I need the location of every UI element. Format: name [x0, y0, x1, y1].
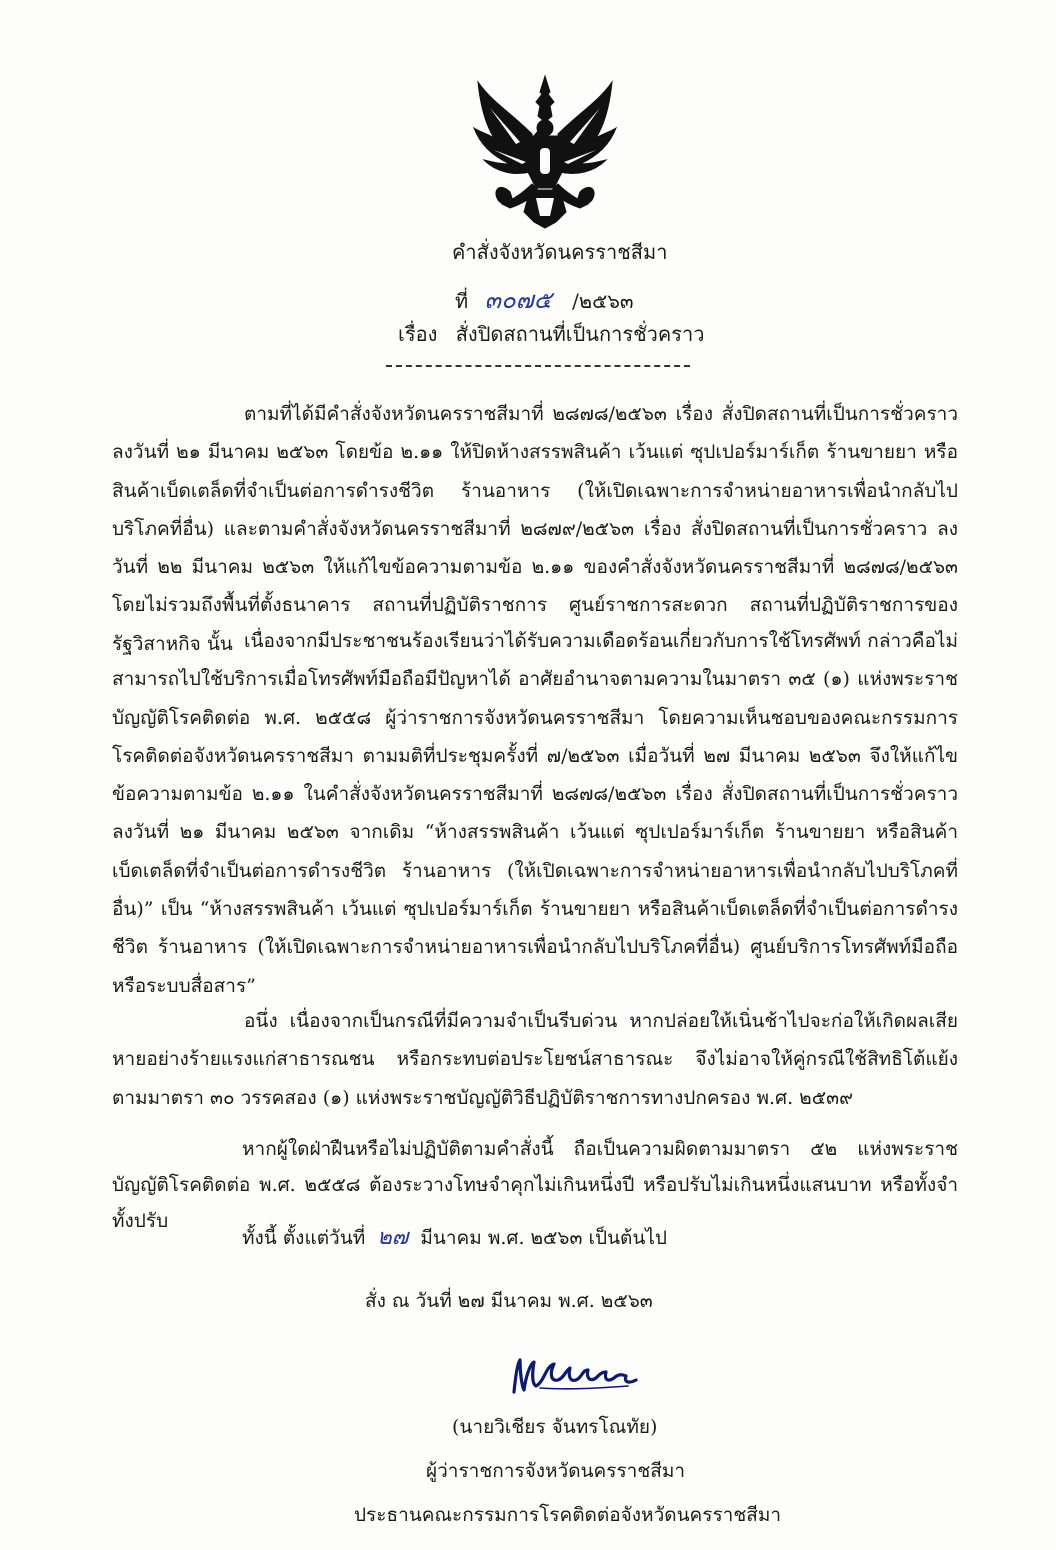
signatory-position-2: ประธานคณะกรรมการโรคติดต่อจังหวัดนครราชสีมา	[354, 1504, 782, 1526]
body-paragraph-4: หากผู้ใดฝ่าฝืนหรือไม่ปฏิบัติตามคำสั่งนี้ ถือเป็นความผิดตามมาตรา ๕๒ แห่งพระราชบัญญัติโรคติดต่อ พ.ศ. ๒๕๕๘ ต้องระวางโทษจำคุกไม่เกินหนึ่งปี หรือปรับไม่เกินหนึ่งแสนบาท หรือทั้งจำทั้งปรับ	[112, 1138, 958, 1232]
body-paragraph-2: เนื่องจากมีประชาชนร้องเรียนว่าได้รับความเดือดร้อนเกี่ยวกับการใช้โทรศัพท์ กล่าวคือไม่สามารถไปใช้บริการเมื่อโทรศัพท์มือถือมีปัญหาได้ อาศัยอำนาจตามความในมาตรา ๓๕ (๑) แห่งพระราชบัญญัติโรคติดต่อ พ.ศ. ๒๕๕๘ ผู้ว่าราชการจังหวัดนครราชสีมา โดยความเห็นชอบของคณะกรรมการโรคติดต่อจังหวัดนครราชสีมา ตามมติที่ประชุมครั้งที่ ๗/๒๕๖๓ เมื่อวันที่ ๒๗ มีนาคม ๒๕๖๓ จึงให้แก้ไขข้อความตามข้อ ๒.๑๑ ในคำสั่งจังหวัดนครราชสีมาที่ ๒๘๗๘/๒๕๖๓ เรื่อง สั่งปิดสถานที่เป็นการชั่วคราว ลงวันที่ ๒๑ มีนาคม ๒๕๖๓ จากเดิม “ห้างสรรพสินค้า เว้นแต่ ซุปเปอร์มาร์เก็ต ร้านขายยา หรือสินค้าเบ็ดเตล็ดที่จำเป็นต่อการดำรงชีวิต ร้านอาหาร (ให้เปิดเฉพาะการจำหน่ายอาหารเพื่อนำกลับไปบริโภคที่อื่น)” เป็น “ห้างสรรพสินค้า เว้นแต่ ซุปเปอร์มาร์เก็ต ร้านขายยา หรือสินค้าเบ็ดเตล็ดที่จำเป็นต่อการดำรงชีวิต ร้านอาหาร (ให้เปิดเฉพาะการจำหน่ายอาหารเพื่อนำกลับไปบริโภคที่อื่น) ศูนย์บริการโทรศัพท์มือถือ หรือระบบสื่อสาร”	[112, 630, 958, 997]
signatory-name: (นายวิเชียร จันทรโณทัย)	[452, 1416, 658, 1438]
body-paragraph-3: อนึ่ง เนื่องจากเป็นกรณีที่มีความจำเป็นรีบด่วน หากปล่อยให้เนิ่นช้าไปจะก่อให้เกิดผลเสียหายอย่างร้ายแรงแก่สาธารณชน หรือกระทบต่อประโยชน์สาธารณะ จึงไม่อาจให้คู่กรณีใช้สิทธิโต้แย้ง ตามมาตรา ๓๐ วรรคสอง (๑) แห่งพระราชบัญญัติวิธีปฏิบัติราชการทางปกครอง พ.ศ. ๒๕๓๙	[112, 1010, 958, 1109]
signature	[510, 1352, 640, 1400]
order-number-handwritten: ๓๐๗๕	[484, 286, 552, 314]
body-paragraph-1: ตามที่ได้มีคำสั่งจังหวัดนครราชสีมาที่ ๒๘๗๘/๒๕๖๓ เรื่อง สั่งปิดสถานที่เป็นการชั่วคราว ลงวันที่ ๒๑ มีนาคม ๒๕๖๓ โดยข้อ ๒.๑๑ ให้ปิดห้างสรรพสินค้า เว้นแต่ ซุปเปอร์มาร์เก็ต ร้านขายยา หรือสินค้าเบ็ดเตล็ดที่จำเป็นต่อการดำรงชีวิต ร้านอาหาร (ให้เปิดเฉพาะการจำหน่ายอาหารเพื่อนำกลับไปบริโภคที่อื่น) และตามคำสั่งจังหวัดนครราชสีมาที่ ๒๘๗๙/๒๕๖๓ เรื่อง สั่งปิดสถานที่เป็นการชั่วคราว ลงวันที่ ๒๒ มีนาคม ๒๕๖๓ ให้แก้ไขข้อความตามข้อ ๒.๑๑ ของคำสั่งจังหวัดนครราชสีมาที่ ๒๘๗๘/๒๕๖๓ โดยไม่รวมถึงพื้นที่ตั้งธนาคาร สถานที่ปฏิบัติราชการ ศูนย์ราชการสะดวก สถานที่ปฏิบัติราชการของรัฐวิสาหกิจ นั้น	[112, 403, 958, 655]
subject-label: เรื่อง	[398, 322, 438, 346]
effective-prefix: ทั้งนี้ ตั้งแต่วันที่	[242, 1227, 366, 1249]
order-subject	[398, 318, 704, 350]
issued-date: สั่ง ณ วันที่ ๒๗ มีนาคม พ.ศ. ๒๕๖๓	[365, 1290, 653, 1312]
order-title: คำสั่งจังหวัดนครราชสีมา	[452, 240, 668, 264]
signatory-position-1: ผู้ว่าราชการจังหวัดนครราชสีมา	[426, 1460, 686, 1482]
order-number-suffix: /๒๕๖๓	[572, 289, 634, 313]
header-divider	[386, 365, 690, 367]
garuda-emblem	[470, 72, 620, 230]
effective-suffix: มีนาคม พ.ศ. ๒๕๖๓ เป็นต้นไป	[420, 1227, 667, 1249]
order-number	[455, 280, 634, 319]
order-number-prefix: ที่	[455, 289, 469, 313]
subject-text: สั่งปิดสถานที่เป็นการชั่วคราว	[455, 322, 705, 346]
effective-day-handwritten: ๒๗	[377, 1225, 409, 1250]
effective-date-line	[242, 1219, 667, 1254]
